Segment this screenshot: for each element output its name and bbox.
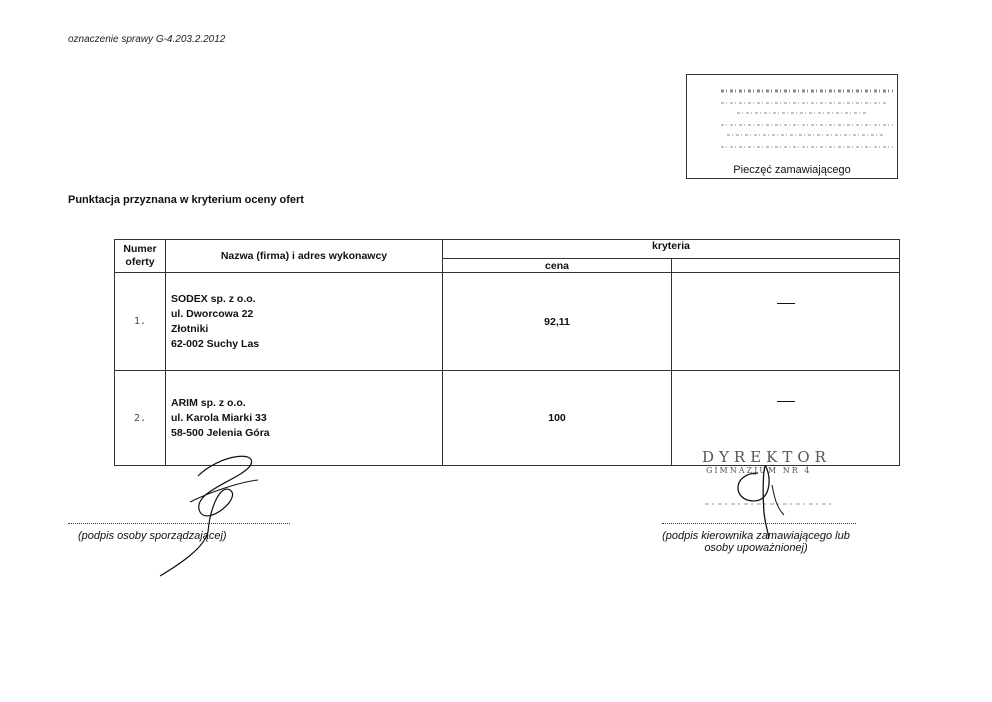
preparer-caption: (podpis osoby sporządzającej) [78,530,227,542]
contractor-details: ARIM sp. z o.o. ul. Karola Miarki 33 58-500 Jelenia Góra [166,371,443,466]
header-price: cena [443,259,672,273]
header-empty-criterion [672,259,900,273]
offer-number: 2. [115,371,166,466]
page-heading: Punktacja przyznana w kryterium oceny ofert [68,194,304,206]
empty-criterion-dash [672,273,900,371]
director-caption: (podpis kierownika zamawiającego lub osoby upoważnionej) [662,530,850,554]
stamp-imprint [717,81,897,159]
director-signature [728,455,798,540]
director-stamp-title: DYREKTOR [702,448,831,466]
preparer-signature [150,452,270,577]
scores-table [114,239,900,466]
case-reference: oznaczenie sprawy G-4.203.2.2012 [68,34,226,45]
director-signature-line [662,523,856,524]
contracting-authority-stamp [686,74,898,179]
preparer-signature-line [68,523,290,524]
price-score: 100 [443,371,672,466]
director-stamp-subtitle: GIMNAZJUM NR 4 [706,466,812,475]
stamp-caption: Pieczęć zamawiającego [733,164,851,176]
header-contractor-name: Nazwa (firma) i adres wykonawcy [166,240,443,273]
contractor-details: SODEX sp. z o.o. ul. Dworcowa 22 Złotniki 62-002 Suchy Las [166,273,443,371]
offer-number: 1. [115,273,166,371]
table-row [115,273,900,371]
header-offer-number: Numer oferty [115,240,166,273]
header-criteria: kryteria [443,240,900,259]
price-score: 92,11 [443,273,672,371]
